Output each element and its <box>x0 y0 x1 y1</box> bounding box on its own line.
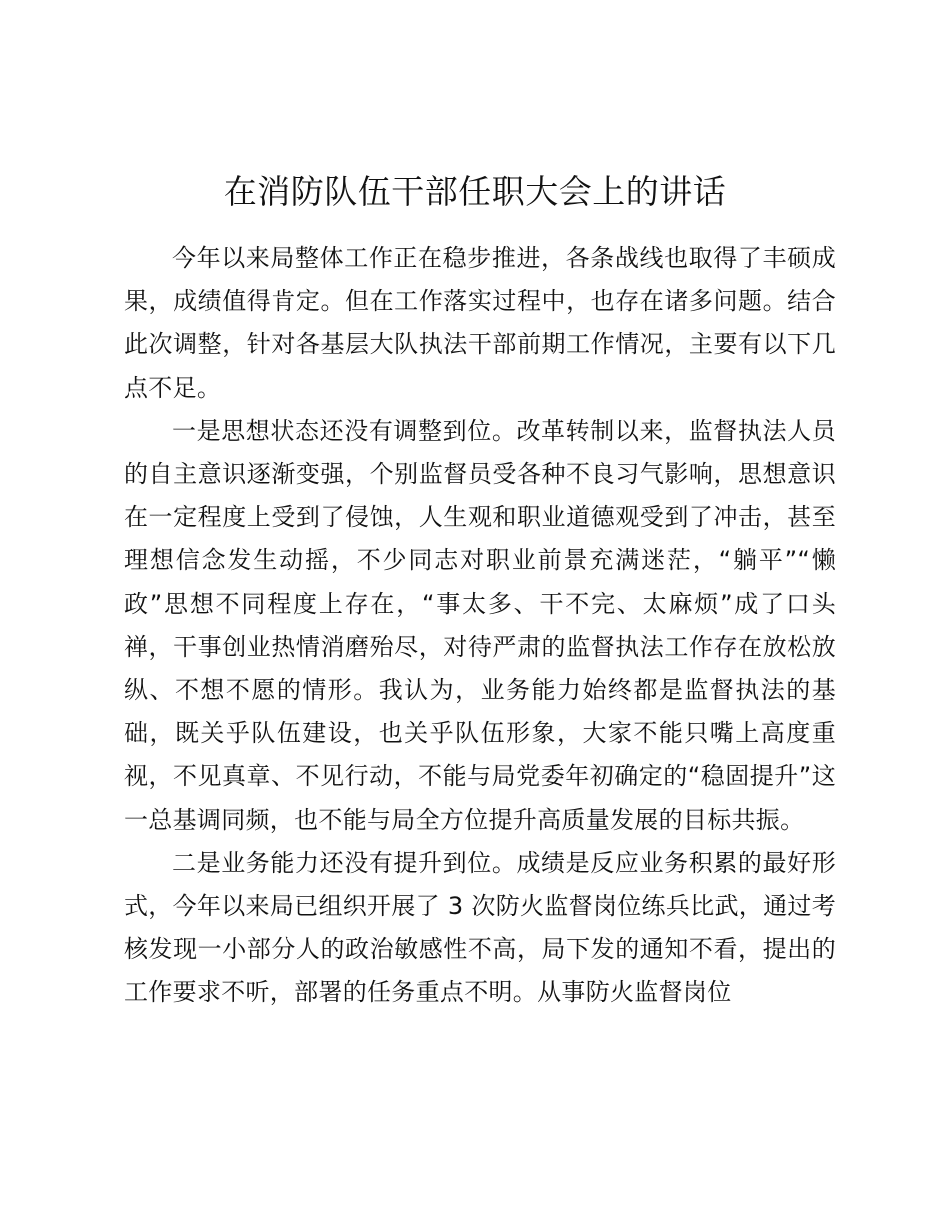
document-body <box>124 237 836 1015</box>
document-title: 在消防队伍干部任职大会上的讲话 <box>223 172 727 211</box>
body-paragraph-2: 一是思想状态还没有调整到位。改革转制以来，监督执法人员的自主意识逐渐变强，个别监督员受各种不良习气影响，思想意识在一定程度上受到了侵蚀，人生观和职业道德观受到了冲击，甚至理想信念发生动摇，不少同志对职业前景充满迷茫，“躺平”“懒政”思想不同程度上存在，“事太多、干不完、太麻烦”成了口头禅，干事创业热情消磨殆尽，对待严肃的监督执法工作存在放松放纵、不想不愿的情形。我认为，业务能力始终都是监督执法的基础，既关乎队伍建设，也关乎队伍形象，大家不能只嘴上高度重视，不见真章、不见行动，不能与局党委年初确定的“稳固提升”这一总基调同频，也不能与局全方位提升高质量发展的目标共振。 <box>124 416 836 834</box>
body-paragraph-3: 二是业务能力还没有提升到位。成绩是反应业务积累的最好形式，今年以来局已组织开展了 3 次防火监督岗位练兵比武，通过考核发现一小部分人的政治敏感性不高，局下发的通知不看，提出的工作要求不听，部署的任务重点不明。从事防火监督岗位 <box>124 848 836 1007</box>
body-paragraph-1: 今年以来局整体工作正在稳步推进，各条战线也取得了丰硕成果，成绩值得肯定。但在工作落实过程中，也存在诸多问题。结合此次调整，针对各基层大队执法干部前期工作情况，主要有以下几点不足。 <box>124 244 836 402</box>
